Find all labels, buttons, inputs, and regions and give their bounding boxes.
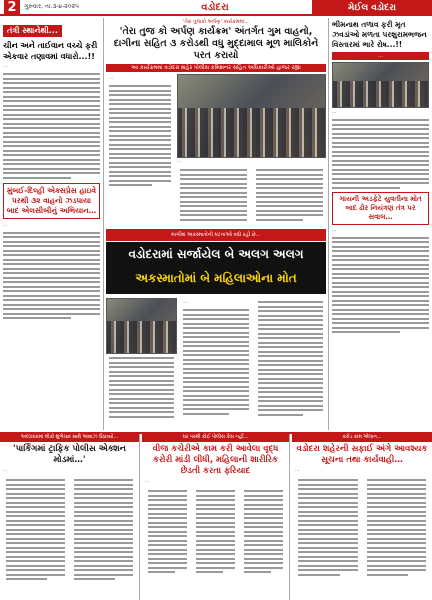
bottom3-kicker: કરોડ કામ એલાન…: [292, 434, 432, 442]
right-box-text-lines: [332, 237, 429, 334]
left-boxed-article: [3, 183, 100, 219]
bottom2-body: …: [145, 479, 150, 484]
right-photo: [332, 62, 429, 108]
lead-text-lines-3: [256, 169, 323, 223]
page-number: 2: [4, 0, 20, 16]
bottom1-text-lines-a: [6, 479, 65, 583]
left-column: [0, 18, 104, 430]
right-subbar: …: [332, 52, 429, 60]
right-body: …: [332, 110, 337, 115]
bottom-article-2: [142, 434, 290, 600]
editorial-kicker: તંત્રી સ્થાનેથી...: [3, 25, 62, 37]
editorial-body: …: [3, 64, 8, 69]
accident-headline-block: [106, 242, 326, 294]
lead-body: …: [109, 76, 114, 81]
bottom2-kicker: ઘર પરથી કોઈ પોલીસ કેસ નહીં…: [142, 434, 289, 442]
lead-headline: 'તેરા તુજ કો અર્પણ કાર્યક્રમ' અંતર્ગત ગુમ વાહનો, દાગીના સહિત ૩ કરોડથી વધુ મુદ્દામાલ મૂળ માલિકોને પરત કરાયો: [113, 26, 319, 61]
bottom2-text-lines-b: [196, 490, 235, 576]
editorial-headline: ચીન અને તાઈવાન વચ્ચે ફરી એકવાર તણાવમાં વધારો...!!: [3, 41, 98, 61]
masthead: [0, 0, 432, 16]
accident-headline-line1: વડોદરામાં સર્જાયેલ બે અલગ અલગ: [128, 247, 304, 261]
right-text-lines: [332, 119, 429, 189]
lead-kicker: 'તેરા તુજકો અર્પણ' કાર્યક્રમમાં...: [183, 19, 249, 25]
right-boxed-article: [332, 192, 429, 225]
lead-photo-caption: …: [176, 159, 182, 164]
bottom1-kicker: અલ્ટાદરામાં લોકો શુભેચ્છા સાથે આવાઝ ઉઠાવ્યો…: [0, 434, 139, 442]
accident-photo: [106, 298, 177, 354]
section-tag: મેઈલ વડોદરા: [312, 0, 432, 16]
accident-body: [106, 296, 326, 430]
accident-headline-line2: અકસ્માતોમાં બે મહિલાઓના મોત: [135, 271, 297, 285]
bottom1-headline: 'પાર્કિંગમાં ટ્રાફિક પોલીસ એક્શન મોડમાં…': [13, 444, 126, 465]
left-box-headline: મુંબઈ-દિલ્હી એક્સપ્રેસ હાઇવે પરથી ૩૨ વાહનો ઝડપાયા બાદ એલસીબીનું અભિયાન…: [6, 185, 97, 215]
city-title: વડોદરા: [201, 2, 229, 13]
bottom3-text-lines-a: [298, 479, 358, 578]
bottom3-headline: વડોદરા શહેરની સફાઈ અંગે આવશ્યક સૂચના તથા કાર્યવાહી…: [296, 444, 428, 465]
date-line: ગુરુવાર, તા.૩-૪-૨૦૨૫: [24, 3, 79, 10]
lead-text-lines: [109, 85, 171, 186]
bottom2-text-lines-a: [148, 490, 187, 576]
bottom-article-3: [292, 434, 432, 600]
bottom-section: [0, 432, 432, 600]
lead-subhead: આ કાર્યક્રમમાં વડોદરા શહેર પોલીસ કમિશનર સહિત અધિકારીઓ હાજર રહ્યા: [106, 64, 326, 72]
lead-text-lines-2: [180, 169, 247, 223]
bottom2-text-lines-c: [244, 490, 283, 576]
left-box-text-lines: [3, 232, 100, 320]
accident-text-lines-1: [109, 357, 174, 418]
lead-story: [106, 18, 326, 228]
right-box-headline: ગાયની અડફેટે યુવતીના મોત બાદ ઢોર નિયંત્રણ તંત્ર પર સવાલ…: [339, 194, 422, 221]
right-box-body: …: [332, 227, 337, 233]
bottom1-text-lines-b: [74, 479, 133, 583]
right-column: [328, 18, 432, 430]
left-box-body: …: [3, 222, 8, 228]
accident-text-lines-3: [258, 301, 323, 416]
accident-body-text: …: [183, 300, 188, 305]
bottom1-body: …: [3, 468, 8, 473]
bottom3-text-lines-b: [367, 479, 427, 578]
accident-text-lines-2: [183, 309, 248, 415]
bottom-article-1: [0, 434, 140, 600]
right-headline: ભીમનાથ તળાવ ફરી મૃત ઝવડાંઓ મળતા પરશુરામભજન વિસ્તારમાં ભારે રોષ...!!: [332, 20, 427, 49]
editorial-text-lines: [3, 73, 100, 179]
bottom2-headline: વીજ કચેરીએ કામ કરી આવેલા વૃદ્ધ કરોરી માંડી લીધી, મહિલાની શારીરિક છેડતી કરતા ફરિયાદ: [152, 444, 279, 476]
lead-photo: [177, 74, 326, 158]
bottom3-body: …: [295, 468, 300, 473]
accident-kicker-band: માર્ગોમાં અકસ્માતોની ઘટનાઓ વધી રહી છે…: [106, 229, 326, 241]
